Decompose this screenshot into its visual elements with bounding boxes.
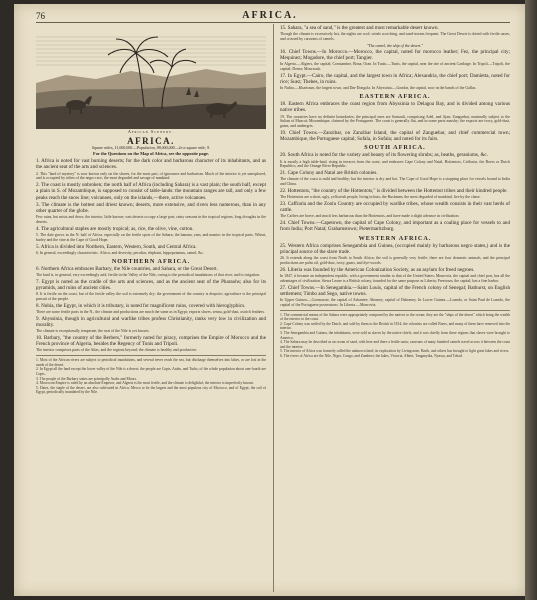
footnote-right-1: 1. The commercial means of the Sahara were appropriately compared by the natives to the ocean; they are the "ships of the desert" which bring the wealth of the interior to the coast. <box>280 312 510 322</box>
paragraph-27: 27. Chief Towns.—In Senegambia.—Saint Louis, capital of the French colony of Senegal; Bathurst, on English settlement; Timbo and Sego, native towns. <box>280 284 510 297</box>
paragraph-17: 17. In Egypt.—Cairo, the capital, and the largest town in Africa; Alexandria, the chief port; Damietta, noted for rice; Suez; Thebes, in ruins. <box>280 72 510 86</box>
note-27: In Upper Guinea.—Coomassie, the capital of Ashantee; Abomey, capital of Dahomey. In Lower Guinea.—Loando, or Saint Paul de Loando, the capital of the Portuguese possessions. In Liberia.—Monrovia. <box>280 297 510 307</box>
note-9: The climate is exceptionally temperate, the seat of the Nile is yet known. <box>36 329 150 334</box>
section-title-western-africa: WESTERN AFRICA. <box>358 234 432 242</box>
paragraph-16: 16. Chief Towns.—In Morocco.—Morocco, the capital, noted for morocco leather; Fez, the principal city; Mequinez; Mogadore, the chief port; Tangier. <box>280 48 510 62</box>
footnote-rule-right <box>280 310 510 311</box>
paragraph-20: 20. South Africa is noted for the variety and beauty of its flowering shrubs; as, heaths, geraniums, &c. <box>280 152 488 159</box>
footnote-5: 5. Dates, the staple of the desert, are also cultivated in Africa; Mecca to be the largest and the most populous city of Morocco, and of Egypt; the soil of Egypt, periodically inundated by the Nile. <box>36 385 266 395</box>
header-rule <box>36 22 510 23</box>
landscape-engraving <box>36 25 266 129</box>
note-18: 19. The countries have no definite boundaries; the principal ones are Somauli, comprising Adel, and Ajan; Zanguebar, nominally subject to the Sultan of Muscat; Mozambique, claimed by the Portuguese. The coast is generally flat, and in some parts marshy; the exports are ivory, gold-dust, gums, and ambergris. <box>280 114 510 129</box>
note-20: It is mostly a high table-land, rising in terraces from the coast, and embraces Cape Colony and Natal, Hottentots, Caffraria, the Boers or Dutch Republics, and the Orange River Republic. <box>280 159 510 169</box>
footnote-right-4: 4. The Sahara may be described as an ocean of sand, with here and there a fertile oasis; caravans of many hundred camels travel across it between the coast and the interior. <box>280 340 510 349</box>
paragraph-22: 22. Hottentots, "the country of the Hottentots," is divided between the Hottentot tribes and their kindred people. <box>280 188 508 195</box>
page-number: 76 <box>36 11 45 21</box>
section-title-africa: AFRICA. <box>127 136 175 146</box>
footnote-4: 4. Moroccan Empire is ruled by an absolute Emperor, and Algeria is the most fertile, and the climate is delightful; the interior is imperfectly known. <box>36 381 255 386</box>
footnote-right-5: 5. The interior of Africa was formerly called the unknown land; its exploration by Livingstone, Barth, and others has brought to light great lakes and rivers. <box>280 349 510 354</box>
note-21: The climate of the coast is mild and healthy; but the interior is dry and hot. The Cape of Good Hope is a stopping place for vessels bound to India and China. <box>280 177 510 187</box>
sahara-quote: "The camel, the ship of the desert." <box>366 42 424 48</box>
note-1: 2. This "land of mystery" is now known only on the shores, for the most part, of ignorance and barbarism. Much of the interior is yet unexplored, and is occupied by tribes of the negro race, the most degraded and savage of mankind. <box>36 171 266 181</box>
map-questions-note: For the Questions on the Map of Africa, see the opposite page. <box>93 151 209 157</box>
note-7: 8. It is fertile on the coast, but of the fertile valley the soil is extremely dry; the government of the country is despotic; agriculture is the principal pursuit of the people. <box>36 292 266 301</box>
section-title-northern-africa: NORTHERN AFRICA. <box>111 257 191 265</box>
footnote-right-6: 6. The rivers of Africa are the Nile, Niger, Congo, and Zambezi; the lakes, Victoria, Albert, Tanganyika, Nyassa, and Tchad. <box>280 353 463 358</box>
figure-caption: African Scenery. <box>127 129 175 134</box>
paragraph-26: 26. Liberia was founded by the American Colonization Society, as an asylum for freed negroes. <box>280 266 475 273</box>
africa-stats: Square miles, 11,000,000.—Population, 98,000,000.—In a square mile, 9. <box>91 145 211 151</box>
note-4: 5. The date grows in the N. half of Africa, especially on the fertile spots of the Sahara; the banana, yam, and manioc in the tropical parts. Wheat, barley and the vine at the Cape of Good Hope. <box>36 233 266 242</box>
paragraph-15: 15. Sahara, "a sea of sand," is the greatest and most remarkable desert known. <box>280 25 439 31</box>
paragraph-23: 23. Caffraria and the Zoolu Country are occupied by warlike tribes, whose wealth consists in their vast herds of cattle. <box>280 201 510 214</box>
paragraph-7: 7. Egypt is noted as the cradle of the arts and sciences, and as the ancient seat of the Pharaohs; also for its pyramids, and ruins of ancient cities. <box>36 278 266 291</box>
running-head: AFRICA. <box>242 10 298 21</box>
paragraph-18: 18. Eastern Africa embraces the coast region from Abyssinia to Delagoa Bay, and is divided among various native tribes. <box>280 101 510 114</box>
note-8: There are some fertile parts in the N., the climate and productions are much the same as in Egypt; exports slaves, senna, gold-dust, ostrich feathers. <box>36 309 266 314</box>
paragraph-9: 9. Abyssinia, though in agricultural and warlike tribes profess Christianity, ranks very low in civilization and morality. <box>36 315 266 328</box>
note-10: The interior comprises parts of the Atlas, and the regions beyond; the climate is healthy and productive. <box>36 348 198 353</box>
paragraph-6: 6. Northern Africa embraces Barbary, the Nile countries, and Sahara, or the Great Desert. <box>36 265 218 272</box>
paragraph-4: 4. The agricultural staples are mostly tropical; as, rice, the olive, vine, cotton. <box>36 225 194 232</box>
footnote-right-3: 3. The Senegambia and Guinea, the inhabitants, were sold as slaves by the native chiefs, and it was chiefly from these regions that slaves were brought to America. <box>280 330 510 340</box>
paragraph-10: 10. Barbary, "the country of the Berbers," formerly noted for piracy, comprises the Empire of Morocco and the French province of Algeria, besides the Regency of Tunis and Tripoli. <box>36 334 266 348</box>
paragraph-3: 3. The climate is the hottest and driest known; deserts, more extensive, and rivers less numerous, than in any other quarter of the globe. <box>36 201 266 215</box>
paragraph-8: 8. Nubia, the Egypt, in which it is tributary, is noted for magnificent ruins, covered with hieroglyphics. <box>36 302 246 309</box>
footnote-2: 2. In Egypt all the land except the lower valley of the Nile is a desert; the people are Copts, Arabs, and Turks; of the whole population about one-fourth are Copts. <box>36 367 266 376</box>
paragraph-19: 19. Chief Towns.—Zanzibar, on Zanzibar Island, the capital of Zanguebar, and chief commercial town; Mozambique, the Portuguese capital; Sofala, in Sofala; and noted for its fairs. <box>280 129 510 143</box>
note-15: Though the climate is excessively hot, the nights are cool; winds scorching, and sand-storms frequent. The Great Desert is dotted with fertile oases, and crossed by caravans of camels. <box>280 32 510 41</box>
note-5: 6. In general, exceedingly characteristic. Africa, and diversity, peculiar, elephant, hippopotamus, camel, &c. <box>36 250 204 255</box>
left-column <box>36 25 266 591</box>
note-6: The land is, in general, very exceedingly arid, fertile in the Valley of the Nile, owing to the periodical inundations of that river, and to irrigation. <box>36 272 260 277</box>
paragraph-25: 25. Western Africa comprises Senegambia and Guinea, (occupied mainly by barbarous negro states,) and is the principal source of the slave trade. <box>280 242 510 255</box>
paragraph-24: 24. Chief Towns.—Capetown, the capital of Cape Colony, and important as a coaling place for vessels to and from India; Port Natal; Grahamstown; Pietermaritzburg. <box>280 220 510 233</box>
note-23: The Caffres are brave, and much less barbarous than the Hottentots, and have made a slight advance in civilization. <box>280 214 460 219</box>
paragraph-21: 21. Cape Colony and Natal are British colonies. <box>280 170 378 177</box>
book-page <box>14 4 526 596</box>
african-scenery-figure <box>36 25 266 137</box>
note-17: In Nubia.—Khartoum, the largest town, and Dar-Dongola. In Abyssinia.—Gondar, the capital, now in the hands of the Gallas. <box>280 86 477 91</box>
note-26: In 1847, it became an independent republic, with a government similar to that of the United States; Monrovia, the capital and chief port, has all the advantages of civilization. Sierra Leone is a British colony, founded for the same purpose as Liberia; Freetown, the capital, has a fine harbor. <box>280 273 510 283</box>
right-column <box>280 25 510 591</box>
footnote-rule <box>36 355 266 356</box>
note-22: The Hottentots are a short, ugly, yellowish people, living in huts; the Bushmen, the most degraded of mankind, live by the chase. <box>280 195 481 200</box>
footnote-right-2: 2. Cape Colony was settled by the Dutch, and sold by them to the British in 1814; the colonists are called Boers, and many of them have removed into the interior. <box>280 321 510 331</box>
paragraph-5: 5. Africa is divided into Northern, Eastern, Western, South, and Central Africa. <box>36 243 197 250</box>
note-16: In Algeria.—Algiers, the capital; Constantine, Bona, Oran. In Tunis.—Tunis, the capital, near the site of ancient Carthage. In Tripoli.—Tripoli, the capital; Derna; Mourzouk. <box>280 62 510 72</box>
column-divider <box>273 24 274 592</box>
note-25: 26. It extends along the coast from North to South Africa; the soil is generally very fertile; there are four domestic animals, and the principal productions are palm oil, gold-dust, ivory, gums, and dye-woods. <box>280 256 510 265</box>
footnote-1: 1. Most of the African rivers are subject to periodical inundations, and several never reach the sea, but discharge themselves into lakes, or are lost in the sands of the desert. <box>36 358 266 367</box>
note-3: Few rains, but mists and dews; the interior, little known; vast deserts occupy a large part; rainy seasons in the tropical regions; long droughts in the deserts. <box>36 215 266 225</box>
book-spine <box>525 0 537 600</box>
paragraph-2: 2. The coast is mostly unbroken; the north half of Africa (including Sahara) is a vast plain; the south half, except a plain in S. of Mozambique, is supposed to consist of table-lands: the mountain ranges are tall, and only a few peaks reach the snow line; volcanoes, only on the islands,—there, active volcanoes. <box>36 182 266 201</box>
section-title-eastern-africa: EASTERN AFRICA. <box>359 93 431 101</box>
footnote-3: 3. The people of the Barbary states are principally Arabs and Moors. <box>36 376 138 381</box>
section-title-south-africa: SOUTH AFRICA. <box>364 144 426 152</box>
paragraph-1: 1. Africa is noted for vast burning deserts; for the dark color and barbarous character of its inhabitants, and as the ancient seat of the arts and sciences. <box>36 158 266 171</box>
